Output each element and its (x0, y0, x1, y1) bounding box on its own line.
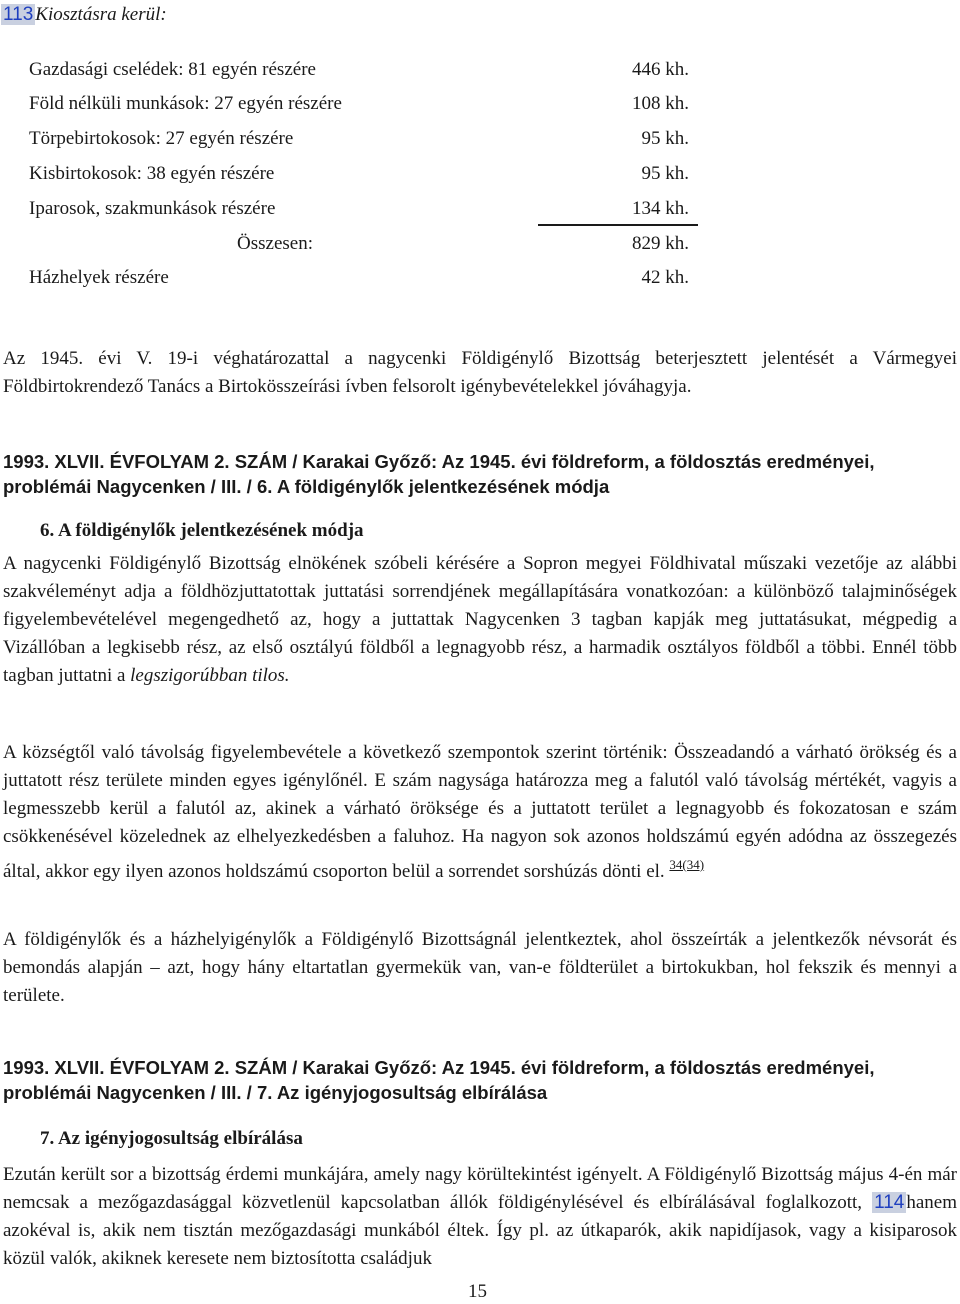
page-number: 15 (468, 1281, 487, 1302)
approval-paragraph: Az 1945. évi V. 19-i véghatározattal a nagycenki Földigénylő Bizottság beterjesztett jelentését a Vármegyei Földbirtokrendező Tanács a Birtokösszeírási ívben felsorolt igénybevételekkel jóváhagyja. (3, 348, 957, 397)
sum-rule (538, 224, 698, 226)
allocation-heading (1, 3, 167, 27)
page-marker: 114 (874, 1192, 905, 1213)
allocation-row-amount: 446 kh. (632, 59, 689, 80)
paragraph-text: A nagycenki Földigénylő Bizottság elnökének szóbeli kérésére a Sopron megyei Földhivatal műszaki vezetője az alábbi szakvéleményt adja a földhözjuttatottak juttatási sorrendjének megállapítására vonatkozóan: a különböző talajminőségek figyelembevételével megengedhető az, hogy a juttattak Nagycenken 3 tagban kapják meg juttatásukat, mégpedig a Vizállóban a legkisebb rész, az első osztályú földből a legnagyobb rész, a harmadik osztályos földből a többi. Ennél több tagban juttatni a (3, 553, 957, 686)
section-7-paragraph-1 (3, 1161, 957, 1273)
total-amount: 829 kh. (632, 233, 689, 254)
section-6-paragraph-3: A földigénylők és a házhelyigénylők a Földigénylő Bizottságnál jelentkeztek, ahol összeírták a jelentkezők névsorát és bemondás alapján – azt, hogy hány eltartatlan gyermekük van, van-e földterület a birtokukban, hol fekszik és mennyi a területe. (3, 929, 957, 1006)
total-label: Összesen: (237, 233, 313, 254)
allocation-row-label: Törpebirtokosok: 27 egyén részére (29, 128, 294, 149)
allocation-row-amount: 108 kh. (632, 93, 689, 114)
allocation-row-label: Iparosok, szakmunkások részére (29, 198, 276, 219)
allocation-row-label: Kisbirtokosok: 38 egyén részére (29, 163, 275, 184)
house-plots-label: Házhelyek részére (29, 267, 169, 288)
allocation-row-amount: 134 kh. (632, 198, 689, 219)
page-marker: 113 (3, 4, 34, 25)
paragraph-text: A községtől való távolság figyelembevétele a következő szempontok szerint történik: Összeadandó a várható örökség és a juttatott rész területe minden egyes igénylőnél. E szám nagysága határozza meg a falutól való távolság mértékét, vagyis a legmesszebb kerül a falutól az, akinek a várható öröksége és a juttatott terület a legnagyobb és fokozatosan e szám csökkenésével közelednek az elhelyezkedésben a faluhoz. Ha nagyon sok azonos holdszámú egyén adódna az összegezés által, akkor egy ilyen azonos holdszámú csoporton belül a sorrendet sorshúzás dönti el. (3, 742, 957, 882)
section-6-running-header: 1993. XLVII. ÉVFOLYAM 2. SZÁM / Karakai Győző: Az 1945. évi földreform, a földosztás eredményei, problémái Nagycenken / III. / 6. A földigénylők jelentkezésének módja (3, 451, 875, 497)
section-6-title: 6. A földigénylők jelentkezésének módja (40, 520, 364, 541)
paragraph-italic-text: legszigorúbban tilos. (130, 665, 290, 686)
paragraph-text: Ezután került sor a bizottság érdemi munkájára, amely nagy körültekintést igényelt. A Földigénylő Bizottság május 4-én már nemcsak a mezőgazdasággal közvetlenül kapcsolatban állók földigénylésével és elbírálásával foglalkozott, (3, 1164, 957, 1213)
allocation-row-amount: 95 kh. (641, 128, 689, 149)
house-plots-amount: 42 kh. (641, 267, 689, 288)
heading-text: Kiosztásra kerül: (35, 4, 167, 25)
section-7-running-header: 1993. XLVII. ÉVFOLYAM 2. SZÁM / Karakai Győző: Az 1945. évi földreform, a földosztás eredményei, problémái Nagycenken / III. / 7. Az igényjogosultság elbírálása (3, 1057, 875, 1103)
section-7-title: 7. Az igényjogosultság elbírálása (40, 1128, 303, 1149)
footnote-link[interactable]: 34(34) (669, 857, 705, 872)
section-6-paragraph-2 (3, 739, 957, 886)
allocation-row-label: Gazdasági cselédek: 81 egyén részére (29, 59, 316, 80)
section-6-paragraph-1 (3, 550, 957, 690)
paragraph-text: hanem azokéval is, akik nem tisztán mezőgazdasági munkából éltek. Így pl. az útkaparók, akik napidíjasok, vagy a kisiparosok közül valók, akiknek keresete nem biztosította családjuk (3, 1192, 958, 1269)
allocation-row-amount: 95 kh. (641, 163, 689, 184)
allocation-row-label: Föld nélküli munkások: 27 egyén részére (29, 93, 342, 114)
